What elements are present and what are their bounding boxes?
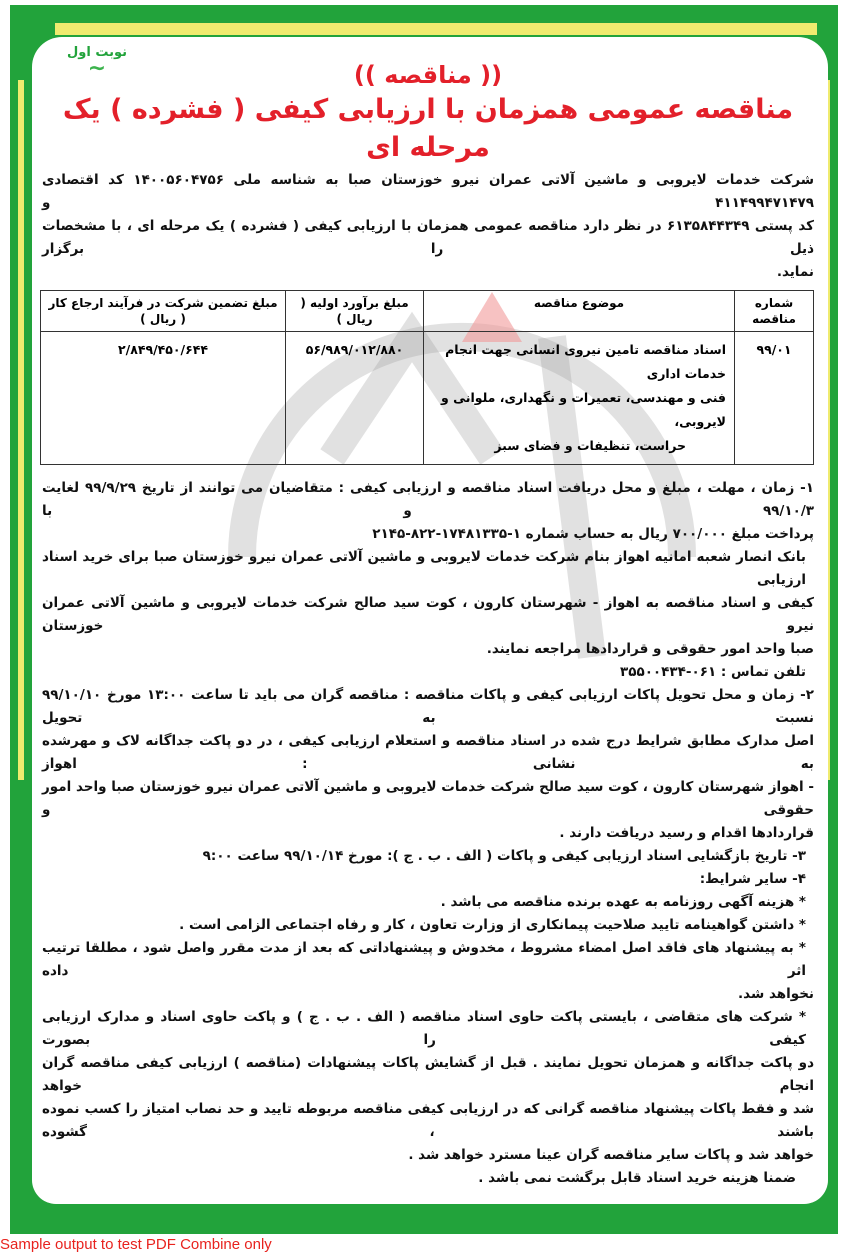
subject-line: اسناد مناقصه تامین نیروی انسانی جهت انجام خدمات اداری bbox=[445, 342, 726, 381]
edition-label: نوبت اول bbox=[66, 45, 128, 60]
body-text bbox=[42, 477, 814, 1190]
ad-subtitle: مناقصه عمومی همزمان با ارزیابی کیفی ( فشرده ) یک مرحله ای bbox=[62, 94, 794, 163]
text-line: نماید. bbox=[776, 264, 814, 280]
tender-subject bbox=[424, 332, 735, 465]
intro-paragraph bbox=[42, 169, 814, 284]
text-line: * هزینه آگهی روزنامه به عهده برنده مناقصه می باشد . bbox=[440, 894, 806, 910]
text-line: ۴- سایر شرایط: bbox=[699, 871, 806, 887]
text-line: شد و فقط پاکات پیشنهاد مناقصه گرانی که در ارزیابی کیفی مناقصه مربوطه تایید و حد نصاب امتیاز را کسب نموده باشند ، گشوده bbox=[42, 1101, 814, 1140]
text-line: * به پیشنهاد های فاقد اصل امضاء مشروط ، مخدوش و پیشنهاداتی که بعد از مدت مقرر واصل شود ، مطلقا ترتیب اثر داده bbox=[42, 940, 806, 979]
col-number: شماره مناقصه bbox=[735, 291, 814, 332]
tender-guarantee: ۲/۸۴۹/۴۵۰/۶۴۴ bbox=[41, 332, 286, 465]
text-line: شرکت خدمات لایروبی و ماشین آلاتی عمران نیرو خوزستان صبا به شناسه ملی ۱۴۰۰۵۶۰۴۷۵۶ کد اقتصادی ۴۱۱۴۹۹۴۷۱۴۷۹ و bbox=[42, 172, 814, 211]
table-header-row bbox=[41, 291, 814, 332]
text-line: صبا واحد امور حقوقی و قراردادها مراجعه نمایند. bbox=[486, 641, 814, 657]
text-line: بانک انصار شعبه امانیه اهواز بنام شرکت خدمات لایروبی و ماشین آلاتی عمران نیرو خوزستان صبا برای خرید اسناد ارزیابی bbox=[42, 549, 806, 588]
ad-body bbox=[32, 37, 828, 1204]
text-line: * شرکت های متقاضی ، بایستی پاکت حاوی اسناد مناقصه ( الف . ب . ج ) و پاکت حاوی اسناد و مدارک ارزیابی کیفی را بصورت bbox=[42, 1009, 806, 1048]
text-line: قراردادها اقدام و رسید دریافت دارند . bbox=[559, 825, 814, 841]
text-line: خواهد شد و پاکات سایر مناقصه گران عینا مسترد خواهد شد . bbox=[408, 1147, 814, 1163]
text-line: نخواهد شد. bbox=[738, 986, 814, 1002]
text-line: تلفن تماس : ۰۶۱-۳۵۵۰۰۴۳۴ bbox=[619, 664, 806, 680]
text-line: دو پاکت جداگانه و همزمان تحویل نمایند . قبل از گشایش پاکات پیشنهادات (مناقصه ) ارزیابی کیفی مناقصه گران انجام خواهد bbox=[42, 1055, 814, 1094]
frame-stripe bbox=[18, 80, 24, 780]
text-line: اصل مدارک مطابق شرایط درج شده در اسناد مناقصه و استعلام ارزیابی کیفی ، در دو پاکت جداگانه لاک و مهرشده به نشانی : اهواز bbox=[42, 733, 814, 772]
ribbon-icon: ∽ bbox=[87, 56, 107, 81]
text-line: پرداخت مبلغ ۷۰۰/۰۰۰ ریال به حساب شماره ۱-۱۷۴۸۱۳۳۵-۸۲۲-۲۱۴۵ bbox=[372, 526, 814, 542]
tender-number: ۹۹/۰۱ bbox=[735, 332, 814, 465]
table-row bbox=[41, 332, 814, 465]
tender-table bbox=[40, 290, 814, 465]
ad-title: (( مناقصه )) bbox=[353, 61, 503, 89]
text-line: کیفی و اسناد مناقصه به اهواز - شهرستان کارون ، کوت سید صالح شرکت خدمات لایروبی و ماشین آلاتی عمران نیرو خوزستان bbox=[42, 595, 814, 634]
text-line: ۳- تاریخ بازگشایی اسناد ارزیابی کیفی و پاکات ( الف . ب . ج ): مورخ ۹۹/۱۰/۱۴ ساعت ۹:۰۰ bbox=[202, 848, 806, 864]
tender-estimate: ۵۶/۹۸۹/۰۱۲/۸۸۰ bbox=[286, 332, 424, 465]
text-line: ۱- زمان ، مهلت ، مبلغ و محل دریافت اسناد مناقصه و ارزیابی کیفی : متقاضیان می توانند از تاریخ ۹۹/۹/۲۹ لغایت ۹۹/۱۰/۳ و با bbox=[42, 480, 814, 519]
text-line: * داشتن گواهینامه تایید صلاحیت پیمانکاری از وزارت تعاون ، کار و رفاه اجتماعی الزامی است . bbox=[179, 917, 806, 933]
text-line: ضمنا هزینه خرید اسناد قابل برگشت نمی باشد . bbox=[478, 1170, 796, 1186]
col-estimate: مبلغ برآورد اولیه ( ریال ) bbox=[286, 291, 424, 332]
frame-stripe bbox=[55, 23, 817, 35]
col-subject: موضوع مناقصه bbox=[424, 291, 735, 332]
col-guarantee: مبلغ تضمین شرکت در فرآیند ارجاع کار ( ریال ) bbox=[41, 291, 286, 332]
subject-line: حراست، تنظیفات و فضای سبز bbox=[494, 438, 686, 453]
text-line: کد پستی ۶۱۳۵۸۴۴۳۴۹ در نظر دارد مناقصه عمومی همزمان با ارزیابی کیفی ( فشرده ) یک مرحله ای ، با مشخصات ذیل را برگزار bbox=[42, 218, 814, 257]
subject-line: فنی و مهندسی، تعمیرات و نگهداری، ملوانی و لایروبی، bbox=[441, 390, 726, 429]
ad-frame bbox=[10, 5, 838, 1234]
text-line: ۲- زمان و محل تحویل پاکات ارزیابی کیفی و پاکات مناقصه : مناقصه گران می باید تا ساعت ۱۳:۰۰ مورخ ۹۹/۱۰/۱۰ نسبت به تحویل bbox=[42, 687, 814, 726]
text-line: - اهواز شهرستان کارون ، کوت سید صالح شرکت خدمات لایروبی و ماشین آلاتی عمران نیرو خوزستان صبا واحد امور حقوقی و bbox=[42, 779, 814, 818]
sample-footer: Sample output to test PDF Combine only bbox=[0, 1236, 272, 1253]
